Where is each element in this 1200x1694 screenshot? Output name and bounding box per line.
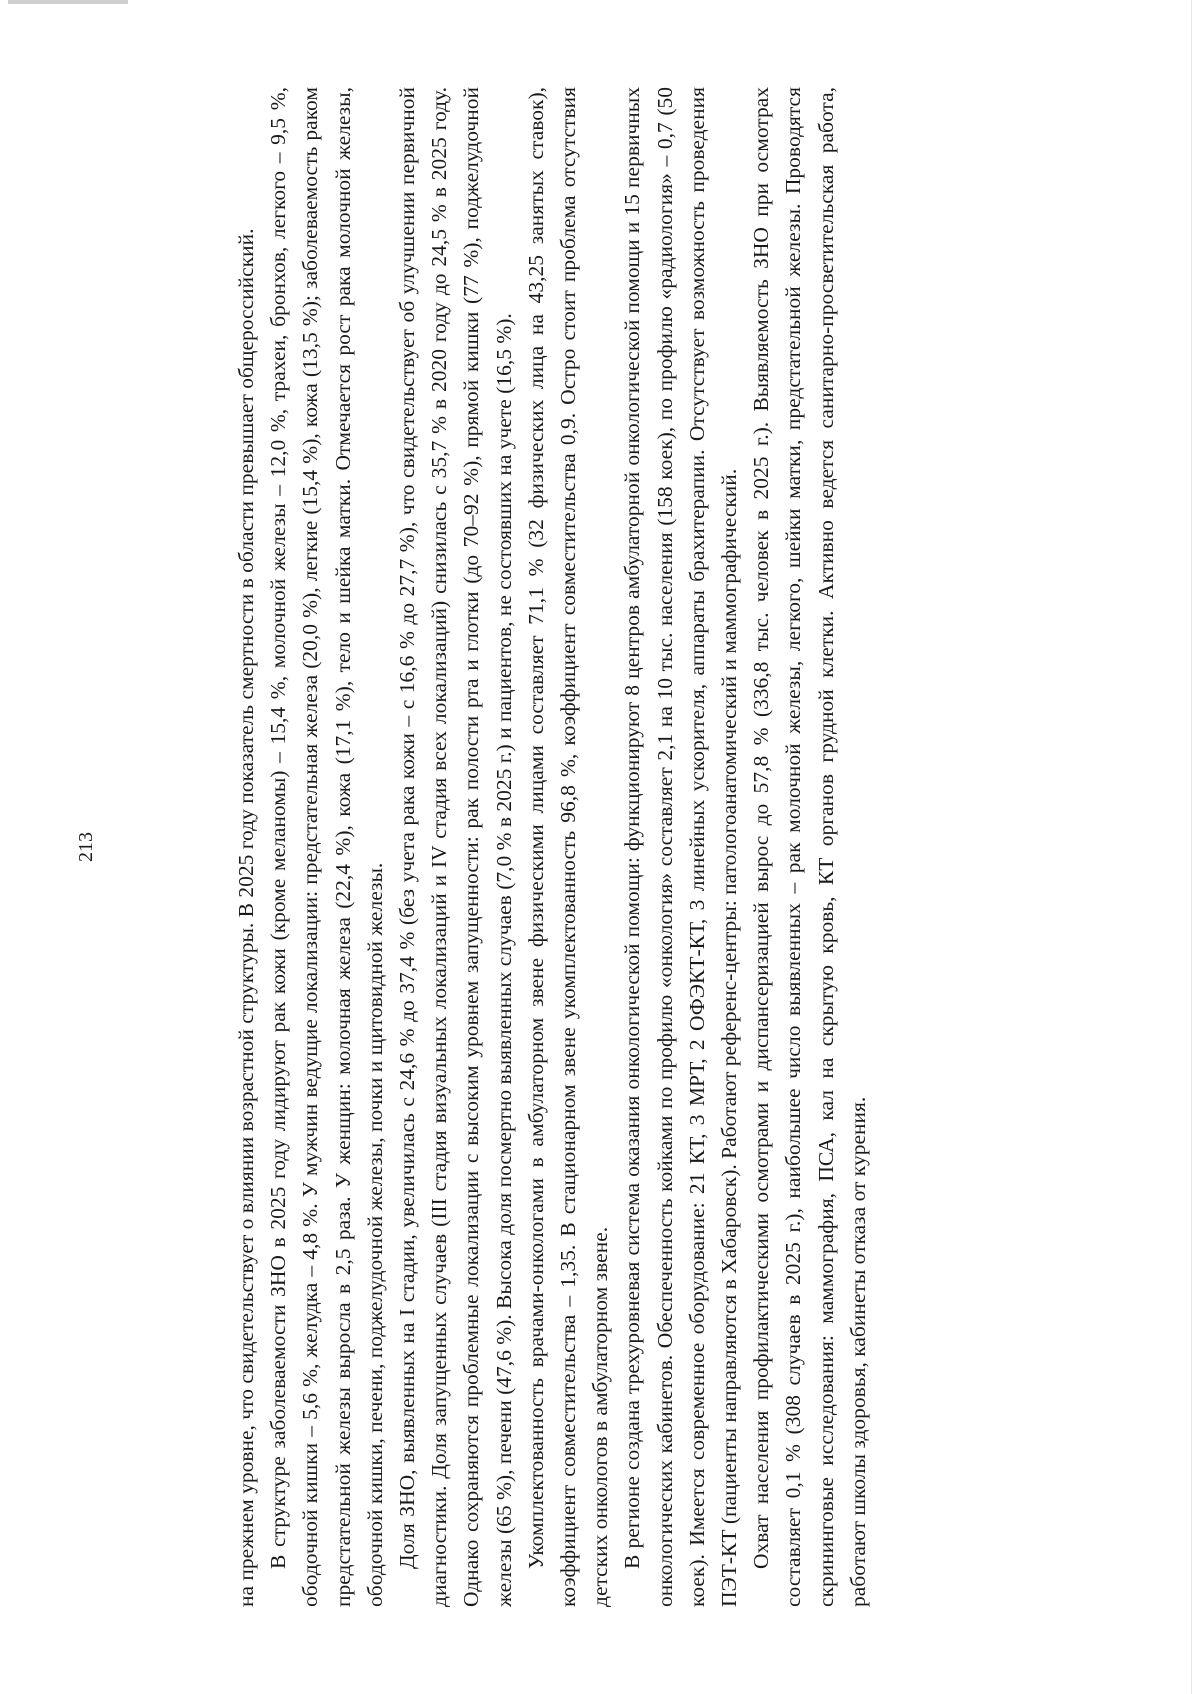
page-number: 213 [75, 832, 97, 862]
scan-edge-line [1191, 0, 1192, 1694]
paragraph-3: Доля ЗНО, выявленных на I стадии, увеличилась с 24,6 % до 37,4 % (без учета рака кожи – с 16,6 % до 27,7 %), что свидетельствует об улучшении первичной диагностики. Доля запущенных случаев (III стадия визуальных локализаций и IV стадия всех локализаций) снизилась с 35,7 % в 2020 году до 24,5 % в 2025 году. Однако сохраняются проблемные локализации с высоким уровнем запущенности: рак полости рта и глотки (до 70–92 %), прямой кишки (77 %), поджелудочной железы (65 %), печени (47,6 %). Высока доля посмертно выявленных случаев (7,0 % в 2025 г.) и пациентов, не состоявших на учете (16,5 %). [395, 87, 516, 1607]
document-page [70, 87, 1130, 1607]
paragraph-4: Укомплектованность врачами-онкологами в амбулаторном звене физическими лицами составляет 71,1 % (32 физических лица на 43,25 занятых ставок), коэффициент совместительства – 1,35. В стационарном звене укомплектованность 96,8 %, коэффициент совместительства 0,9. Остро стоит проблема отсутствия детских онкологов в амбулаторном звене. [523, 87, 613, 1607]
paragraph-1: на прежнем уровне, что свидетельствует о влиянии возрастной структуры. В 2025 году показатель смертности в области превышает общероссийский. [234, 228, 258, 1607]
scan-corner-mark [8, 0, 128, 4]
paragraph-2: В структуре заболеваемости ЗНО в 2025 году лидируют рак кожи (кроме меланомы) – 15,4 %, молочной железы – 12,0 %, трахеи, бронхов, легкого – 9,5 %, ободочной кишки – 5,6 %, желудка – 4,8 %. У мужчин ведущие локализации: предстательная железа (20,0 %), легкие (15,4 %), кожа (13,5 %); заболеваемость раком предстательной железы выросла в 2,5 раза. У женщин: молочная железа (22,4 %), кожа (17,1 %), тело и шейка матки. Отмечается рост рака молочной железы, ободочной кишки, печени, поджелудочной железы, почки и щитовидной железы. [266, 87, 387, 1607]
body-text [230, 87, 874, 1607]
paragraph-6: Охват населения профилактическими осмотрами и диспансеризацией вырос до 57,8 % (336,8 тыс. человек в 2025 г.). Выявляемость ЗНО при осмотрах составляет 0,1 % (308 случаев в 2025 г.), наибольшее число выявленных – рак молочной железы, легкого, шейки матки, предстательной железы. Проводятся скрининговые исследования: маммография, ПСА, кал на скрытую кровь, КТ органов грудной клетки. Активно ведется санитарно-просветительская работа, работают школы здоровья, кабинеты отказа от курения. [749, 87, 870, 1607]
paragraph-5: В регионе создана трехуровневая система оказания онкологической помощи: функционируют 8 центров амбулаторной онкологической помощи и 15 первичных онкологических кабинетов. Обеспеченность койками по профилю «онкология» составляет 2,1 на 10 тыс. населения (158 коек), по профилю «радиология» – 0,7 (50 коек). Имеется современное оборудование: 21 КТ, 3 МРТ, 2 ОФЭКТ-КТ, 3 линейных ускорителя, аппараты брахитерапии. Отсутствует возможность проведения ПЭТ-КТ (пациенты направляются в Хабаровск). Работают референс-центры: патологоанатомический и маммографический. [620, 87, 742, 1607]
